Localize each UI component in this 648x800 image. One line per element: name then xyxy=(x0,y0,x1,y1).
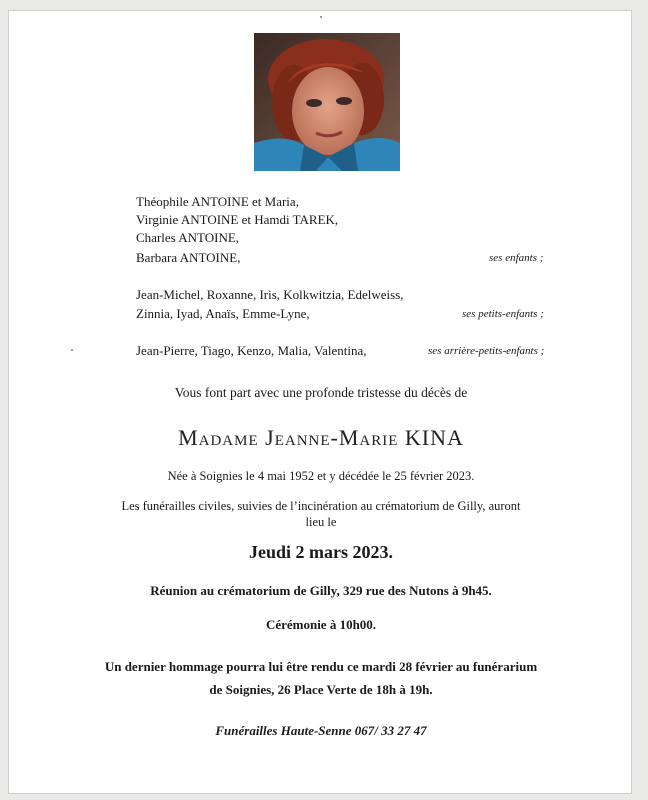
surname: KINA xyxy=(404,425,464,450)
obituary-sheet xyxy=(8,10,632,794)
family-line: Jean-Pierre, Tiago, Kenzo, Malia, Valentina, xyxy=(136,343,367,358)
homage-text-line2: de Soignies, 26 Place Verte de 18h à 19h. xyxy=(209,682,433,697)
first-name: Jeanne-Marie xyxy=(265,425,399,450)
family-line: Théophile ANTOINE et Maria, xyxy=(136,194,299,209)
role-great-grandchildren: ses arrière-petits-enfants ; xyxy=(428,345,545,357)
deceased-name xyxy=(9,425,633,451)
funeral-text-line1: Les funérailles civiles, suivies de l’incinération au crématorium de Gilly, auront xyxy=(121,499,521,513)
title: Madame xyxy=(178,425,259,450)
portrait-photo xyxy=(254,33,400,171)
family-line: Barbara ANTOINE, xyxy=(136,250,241,265)
ceremony-text: Cérémonie à 10h00. xyxy=(265,617,377,632)
family-line: Charles ANTOINE, xyxy=(136,230,240,245)
reunion-text: Réunion au crématorium de Gilly, 329 rue des Nutons à 9h45. xyxy=(150,583,492,598)
family-line: Virginie ANTOINE et Hamdi TAREK, xyxy=(136,212,339,227)
scan-speck xyxy=(320,16,322,18)
intro-text: Vous font part avec une profonde tristesse du décès de xyxy=(174,385,468,400)
funeral-text-line2: lieu le xyxy=(305,515,337,529)
role-children: ses enfants ; xyxy=(489,252,544,264)
funeral-date: Jeudi 2 mars 2023. xyxy=(249,542,393,562)
birth-death-text: Née à Soignies le 4 mai 1952 et y décédée le 25 février 2023. xyxy=(167,469,475,483)
family-line: Zinnia, Iyad, Anaïs, Emme-Lyne, xyxy=(136,306,310,321)
role-grandchildren: ses petits-enfants ; xyxy=(462,308,544,320)
family-line: Jean-Michel, Roxanne, Iris, Kolkwitzia, Edelweiss, xyxy=(136,287,404,302)
scan-speck xyxy=(71,349,73,351)
funeral-home-footer: Funérailles Haute-Senne 067/ 33 27 47 xyxy=(215,723,427,738)
homage-text-line1: Un dernier hommage pourra lui être rendu ce mardi 28 février au funérarium xyxy=(104,659,538,674)
